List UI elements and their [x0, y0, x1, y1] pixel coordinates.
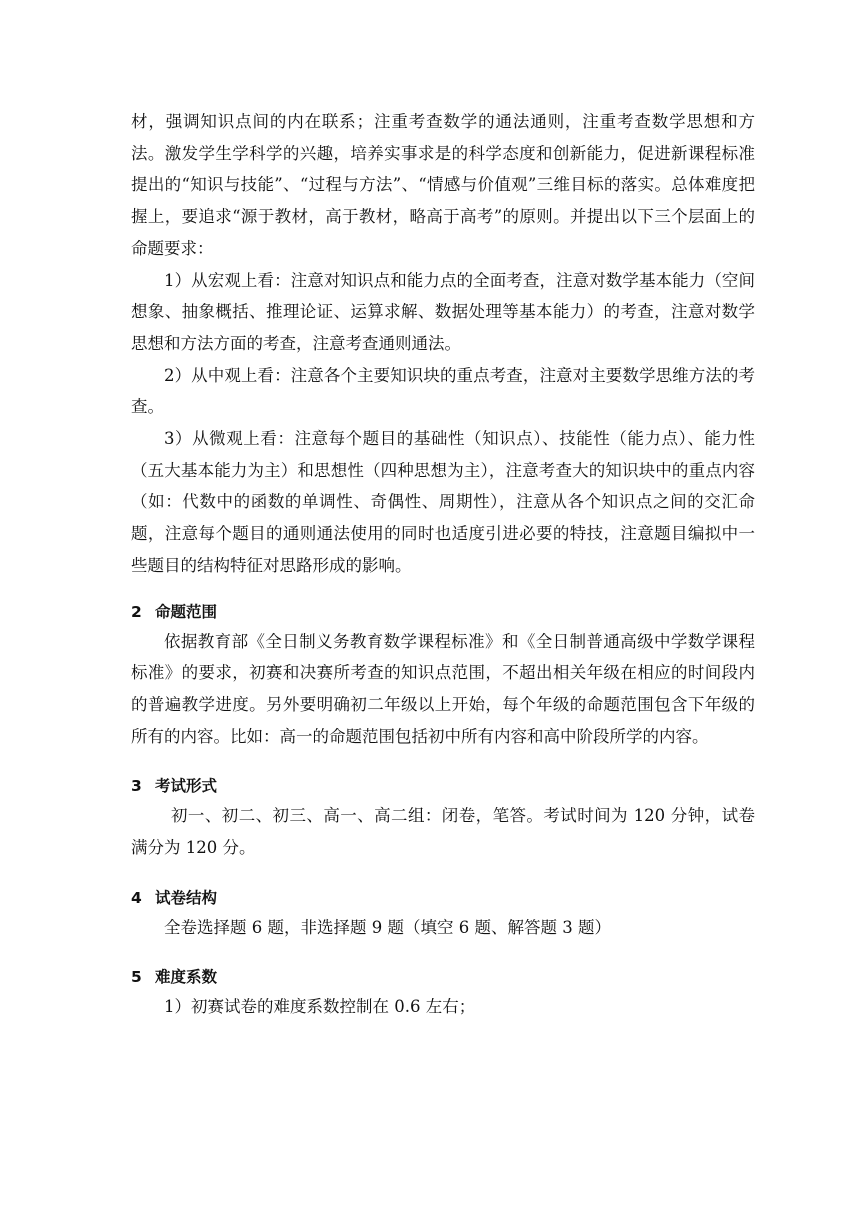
requirement-macro: 1）从宏观上看：注意对知识点和能力点的全面考查，注意对数学基本能力（空间想象、抽象概括、推理论证、运算求解、数据处理等基本能力）的考查，注意对数学思想和方法方面的考查，注意考查通则通法。: [131, 270, 755, 353]
section-paragraph: 全卷选择题 6 题，非选择题 9 题（填空 6 题、解答题 3 题）: [164, 917, 611, 937]
section-exam-format: [131, 772, 755, 863]
intro-paragraph: 材，强调知识点间的内在联系；注重考查数学的通法通则，注重考查数学思想和方法。激发学生学科学的兴趣，培养实事求是的科学态度和创新能力，促进新课程标准提出的“知识与技能”、“过程与方法”、“情感与价值观”三维目标的落实。总体难度把握上，要追求“源于教材，高于教材，略高于高考”的原则。并提出以下三个层面上的命题要求：: [131, 112, 755, 258]
section-paragraph: 依据教育部《全日制义务教育数学课程标准》和《全日制普通高级中学数学课程标准》的要求，初赛和决赛所考查的知识点范围，不超出相关年级在相应的时间段内的普遍教学进度。另外要明确初二年级以上开始，每个年级的命题范围包含下年级的所有的内容。比如：高一的命题范围包括初中所有内容和高中阶段所学的内容。: [131, 631, 755, 746]
section-number: 4: [131, 888, 142, 907]
section-paper-structure: [131, 884, 755, 944]
section-paragraph: 初一、初二、初三、高一、高二组：闭卷，笔答。考试时间为 120 分钟，试卷满分为 120 分。: [131, 806, 755, 858]
section-title: 考试形式: [155, 777, 218, 796]
section-title: 试卷结构: [155, 888, 218, 907]
section-heading: [131, 963, 755, 991]
section-scope: [131, 598, 755, 753]
section-difficulty: [131, 963, 755, 1023]
section-paragraph: 1）初赛试卷的难度系数控制在 0.6 左右；: [164, 997, 476, 1017]
section-heading: [131, 598, 755, 626]
section-number: 2: [131, 602, 142, 621]
section-heading: [131, 772, 755, 800]
section-title: 难度系数: [155, 968, 218, 987]
document-body: [131, 106, 755, 1023]
section-title: 命题范围: [155, 602, 218, 621]
section-number: 3: [131, 777, 142, 796]
section-heading: [131, 884, 755, 912]
section-number: 5: [131, 968, 142, 987]
requirement-micro: 3）从微观上看：注意每个题目的基础性（知识点）、技能性（能力点）、能力性（五大基本能力为主）和思想性（四种思想为主），注意考查大的知识块中的重点内容（如：代数中的函数的单调性、奇偶性、周期性），注意从各个知识点之间的交汇命题，注意每个题目的通则通法使用的同时也适度引进必要的特技，注意题目编拟中一些题目的结构特征对思路形成的影响。: [131, 429, 755, 575]
requirement-meso: 2）从中观上看：注意各个主要知识块的重点考查，注意对主要数学思维方法的考查。: [131, 365, 755, 417]
